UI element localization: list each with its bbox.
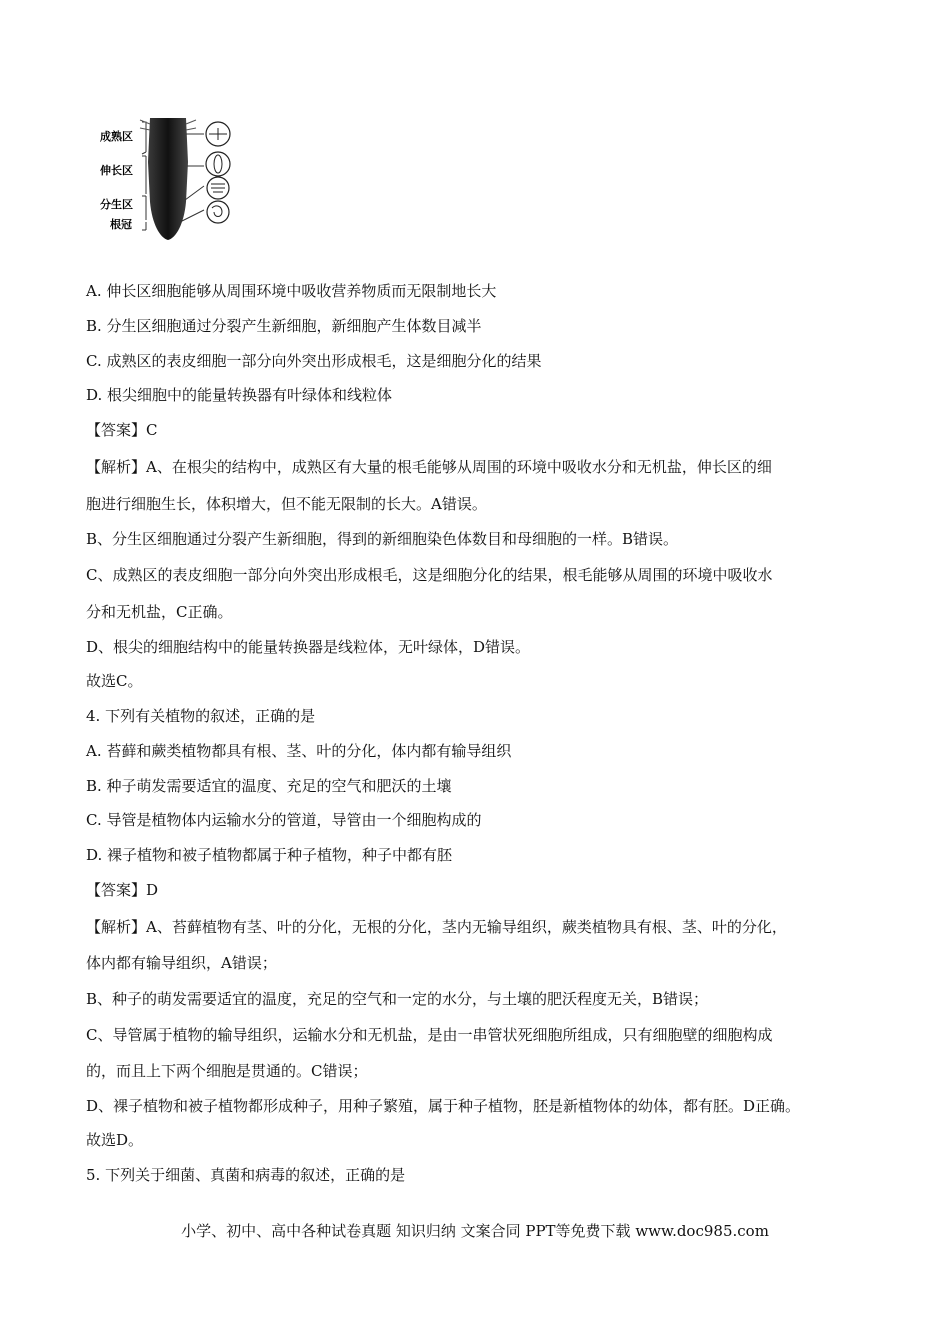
analysis-4-line-2: 体内都有输导组织，A错误；: [86, 954, 277, 972]
label-root-cap: 根冠: [110, 218, 132, 231]
option-d: D. 根尖细胞中的能量转换器有叶绿体和线粒体: [86, 386, 393, 404]
answer-4: 【答案】D: [86, 881, 159, 899]
question-4-option-a: A. 苔藓和蕨类植物都具有根、茎、叶的分化，体内都有输导组织: [86, 742, 512, 760]
zone-brackets: [142, 122, 146, 230]
option-a: A. 伸长区细胞能够从周围环境中吸收营养物质而无限制地长大: [86, 282, 497, 300]
analysis-3-line-5: 分和无机盐，C正确。: [86, 603, 233, 621]
analysis-4-line-4: C、导管属于植物的输导组织，运输水分和无机盐，是由一串管状死细胞所组成，只有细胞壁的细胞构成: [86, 1026, 773, 1044]
question-5: 5. 下列关于细菌、真菌和病毒的叙述，正确的是: [86, 1166, 406, 1184]
analysis-3-line-1: 【解析】A、在根尖的结构中，成熟区有大量的根毛能够从周围的环境中吸收水分和无机盐，伸长区的细: [86, 458, 772, 476]
conclusion-3: 故选C。: [86, 672, 143, 690]
option-c: C. 成熟区的表皮细胞一部分向外突出形成根毛，这是细胞分化的结果: [86, 352, 542, 370]
label-meristem-zone: 分生区: [100, 198, 133, 211]
conclusion-4: 故选D。: [86, 1131, 144, 1149]
label-elongation-zone: 伸长区: [100, 164, 133, 177]
cell-circle-4: [207, 201, 229, 223]
question-4-option-b: B. 种子萌发需要适宜的温度、充足的空气和肥沃的土壤: [86, 777, 452, 795]
page-footer: 小学、初中、高中各种试卷真题 知识归纳 文案合同 PPT等免费下载 www.doc985.com: [181, 1222, 769, 1240]
question-4-option-c: C. 导管是植物体内运输水分的管道，导管由一个细胞构成的: [86, 811, 482, 829]
question-4: 4. 下列有关植物的叙述，正确的是: [86, 707, 316, 725]
root-tip-figure: [96, 112, 238, 244]
analysis-3-line-4: C、成熟区的表皮细胞一部分向外突出形成根毛，这是细胞分化的结果，根毛能够从周围的环境中吸收水: [86, 566, 773, 584]
analysis-3-line-2: 胞进行细胞生长，体积增大，但不能无限制的长大。A错误。: [86, 495, 487, 513]
answer-3: 【答案】C: [86, 421, 158, 439]
root-body: [148, 118, 188, 240]
analysis-4-line-1: 【解析】A、苔藓植物有茎、叶的分化，无根的分化，茎内无输导组织，蕨类植物具有根、茎、叶的分化，: [86, 918, 787, 936]
root-tip-diagram: [96, 112, 238, 244]
analysis-4-line-6: D、裸子植物和被子植物都形成种子，用种子繁殖，属于种子植物，胚是新植物体的幼体，都有胚。D正确。: [86, 1097, 801, 1115]
label-maturation-zone: 成熟区: [100, 130, 133, 143]
analysis-3-line-3: B、分生区细胞通过分裂产生新细胞，得到的新细胞染色体数目和母细胞的一样。B错误。: [86, 530, 679, 548]
cell-circle-2: [206, 152, 230, 176]
option-b: B. 分生区细胞通过分裂产生新细胞，新细胞产生体数目减半: [86, 317, 482, 335]
question-4-option-d: D. 裸子植物和被子植物都属于种子植物，种子中都有胚: [86, 846, 453, 864]
analysis-3-line-6: D、根尖的细胞结构中的能量转换器是线粒体，无叶绿体，D错误。: [86, 638, 531, 656]
analysis-4-line-3: B、种子的萌发需要适宜的温度，充足的空气和一定的水分，与土壤的肥沃程度无关，B错误；: [86, 990, 709, 1008]
analysis-4-line-5: 的，而且上下两个细胞是贯通的。C错误；: [86, 1062, 368, 1080]
